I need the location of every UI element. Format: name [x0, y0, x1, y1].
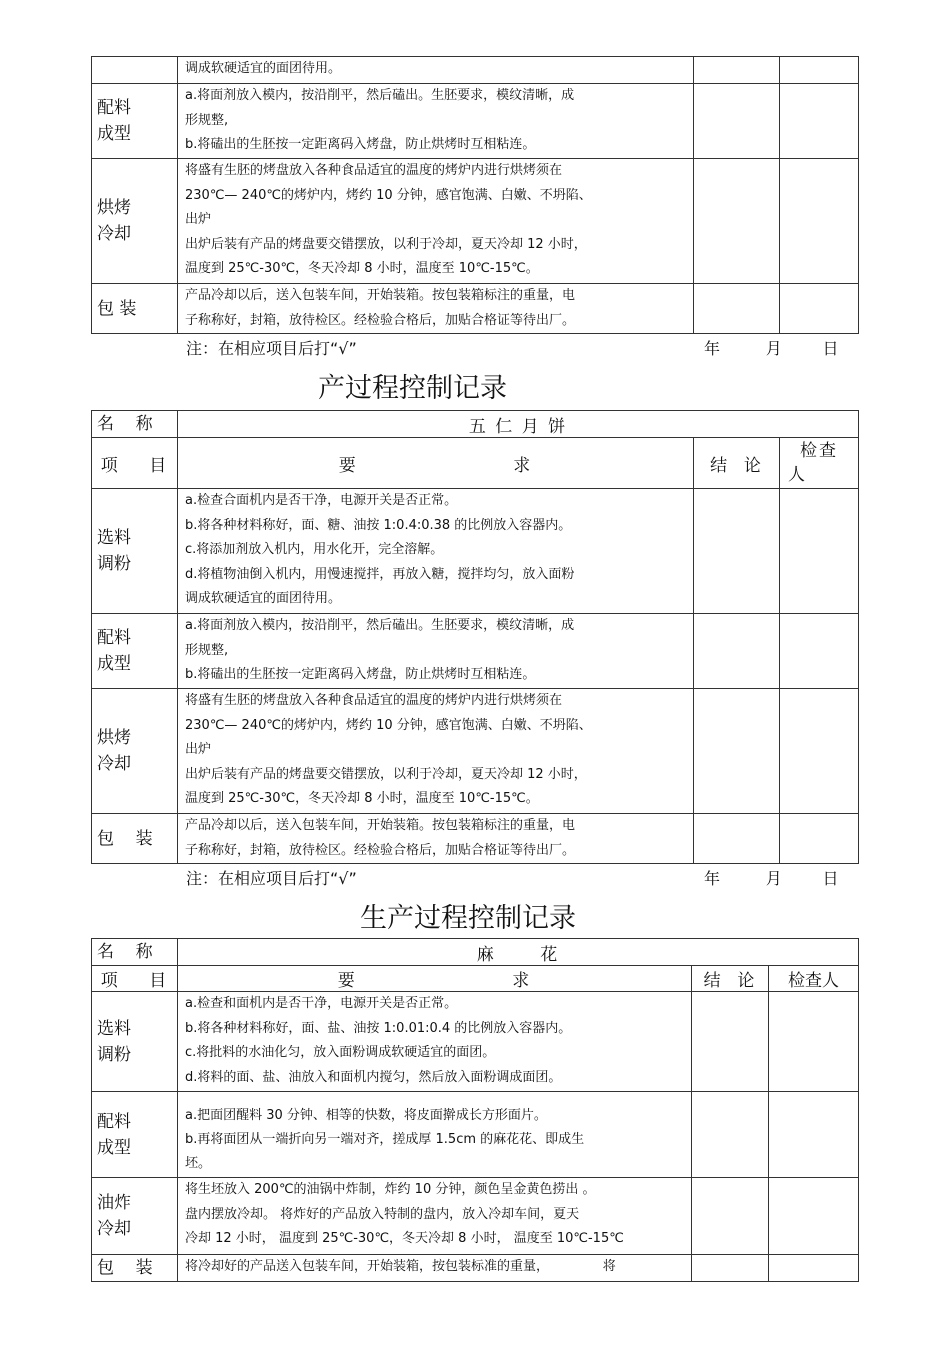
item-header: 项 目	[92, 966, 178, 992]
pack-requirements: 产品冷却以后，送入包装车间，开始装箱。按包装箱标注的重量，电 子称称好，封箱，放待检区。经检验合格后，加贴合格证等待出厂。	[178, 284, 694, 334]
inspector-cell[interactable]	[780, 689, 859, 814]
mix-label: 选料 调粉	[92, 489, 178, 614]
mix-requirements: a.检查和面机内是否干净，电源开关是否正常。 b.将各种材料称好，面、盐、油按 1:0.01:0.4 的比例放入容器内。 c.将批料的水油化匀，放入面粉调成软硬适宜的面团。 d.将料的面、盐、油放入和面机内搅匀，然后放入面粉调成面团。	[178, 992, 692, 1092]
bake-requirements: 将盛有生胚的烤盘放入各种食品适宜的温度的烤炉内进行烘烤须在 230℃— 240℃的烤炉内，烤约 10 分钟，感官饱满、白嫩、不坍陷、 出炉 出炉后装有产品的烤盘要交错摆放，以利于冷却，夏天冷却 12 小时， 温度到 25℃-30℃，冬天冷却 8 小时，温度至 10℃-15℃。	[178, 689, 694, 814]
name-label: 名 称	[92, 939, 178, 966]
conclusion-cell[interactable]	[692, 1092, 769, 1178]
requirement-header: 要 求	[178, 438, 694, 489]
item-header: 项 目	[92, 438, 178, 489]
bake-requirements: 将盛有生胚的烤盘放入各种食品适宜的温度的烤炉内进行烘烤须在 230℃— 240℃的烤炉内，烤约 10 分钟，感官饱满、白嫩、不坍陷、 出炉 出炉后装有产品的烤盘要交错摆放，以利于冷却，夏天冷却 12 小时， 温度到 25℃-30℃，冬天冷却 8 小时，温度至 10℃-15℃。	[178, 159, 694, 284]
conclusion-cell[interactable]	[694, 159, 780, 284]
inspector-cell[interactable]	[780, 614, 859, 689]
fry-requirements: 将生坯放入 200℃的油锅中炸制，炸约 10 分钟，颜色呈金黄色捞出 。 盘内摆放冷却。 将炸好的产品放入特制的盘内，放入冷却车间，夏天 冷却 12 小时， 温度到 25℃-30℃，冬天冷却 8 小时， 温度至 10℃-15℃	[178, 1178, 692, 1255]
bake-label: 烘烤 冷却	[92, 159, 178, 284]
note-text: 注：在相应项目后打“√”	[186, 869, 357, 888]
record-table-continued	[91, 56, 859, 334]
mix-label: 选料 调粉	[92, 992, 178, 1092]
product-name: 五 仁 月 饼	[178, 411, 859, 438]
forming-requirements: a.将面剂放入模内，按沿削平，然后磕出。生胚要求，模纹清晰，成 形规整, b.将磕出的生胚按一定距离码入烤盘，防止烘烤时互相粘连。	[178, 84, 694, 159]
forming-label: 配料 成型	[92, 614, 178, 689]
inspector-header: 检查 人	[780, 438, 859, 489]
section-title: 产过程控制记录	[318, 373, 507, 404]
pack-requirements: 产品冷却以后，送入包装车间，开始装箱。按包装箱标注的重量，电 子称称好，封箱，放待检区。经检验合格后，加贴合格证等待出厂。	[178, 814, 694, 864]
conclusion-cell[interactable]	[694, 284, 780, 334]
inspector-cell[interactable]	[769, 1255, 859, 1282]
record-table-mooncake	[91, 410, 859, 864]
conclusion-cell[interactable]	[694, 489, 780, 614]
requirement-header: 要 求	[178, 966, 692, 992]
date-field: 年 月 日	[704, 869, 839, 888]
conclusion-cell[interactable]	[692, 1178, 769, 1255]
product-name: 麻 花	[178, 939, 859, 966]
conclusion-cell[interactable]	[692, 1255, 769, 1282]
conclusion-cell[interactable]	[694, 614, 780, 689]
forming-label: 配料 成型	[92, 84, 178, 159]
pack-label: 包 装	[92, 1255, 178, 1282]
bake-label: 烘烤 冷却	[92, 689, 178, 814]
inspector-cell[interactable]	[769, 992, 859, 1092]
conclusion-header: 结 论	[694, 438, 780, 489]
pack-label: 包 装	[92, 284, 178, 334]
inspector-cell[interactable]	[780, 284, 859, 334]
conclusion-cell[interactable]	[694, 57, 780, 84]
pack-requirements: 将冷却好的产品送入包装车间，开始装箱，按包装标准的重量， 将	[178, 1255, 692, 1282]
mix-tail-text: 调成软硬适宜的面团待用。	[178, 57, 694, 84]
conclusion-header: 结 论	[692, 966, 769, 992]
pack-label: 包 装	[92, 814, 178, 864]
record-table-mahua	[91, 938, 859, 1282]
forming-requirements: a.将面剂放入模内，按沿削平，然后磕出。生胚要求，模纹清晰，成 形规整, b.将磕出的生胚按一定距离码入烤盘，防止烘烤时互相粘连。	[178, 614, 694, 689]
section-title: 生产过程控制记录	[360, 903, 576, 934]
conclusion-cell[interactable]	[692, 992, 769, 1092]
date-field: 年 月 日	[704, 339, 839, 358]
inspector-cell[interactable]	[780, 814, 859, 864]
conclusion-cell[interactable]	[694, 689, 780, 814]
conclusion-cell[interactable]	[694, 814, 780, 864]
inspector-cell[interactable]	[769, 1092, 859, 1178]
mix-requirements: a.检查合面机内是否干净，电源开关是否正常。 b.将各种材料称好，面、糖、油按 1:0.4:0.38 的比例放入容器内。 c.将添加剂放入机内，用水化开，完全溶解。 d.将植物油倒入机内，用慢速搅拌，再放入糖，搅拌均匀，放入面粉 调成软硬适宜的面团待用。	[178, 489, 694, 614]
conclusion-cell[interactable]	[694, 84, 780, 159]
inspector-cell[interactable]	[780, 489, 859, 614]
inspector-cell[interactable]	[780, 57, 859, 84]
inspector-cell[interactable]	[780, 159, 859, 284]
note-text: 注：在相应项目后打“√”	[186, 339, 357, 358]
inspector-cell[interactable]	[769, 1178, 859, 1255]
inspector-header: 检查人	[769, 966, 859, 992]
forming-requirements: a.把面团醒料 30 分钟、相等的快数，将皮面擀成长方形面片。 b.再将面团从一端折向另一端对齐，搓成厚 1.5cm 的麻花花、即成生 坯。	[178, 1092, 692, 1178]
fry-label: 油炸 冷却	[92, 1178, 178, 1255]
forming-label: 配料 成型	[92, 1092, 178, 1178]
inspector-cell[interactable]	[780, 84, 859, 159]
name-label: 名 称	[92, 411, 178, 438]
